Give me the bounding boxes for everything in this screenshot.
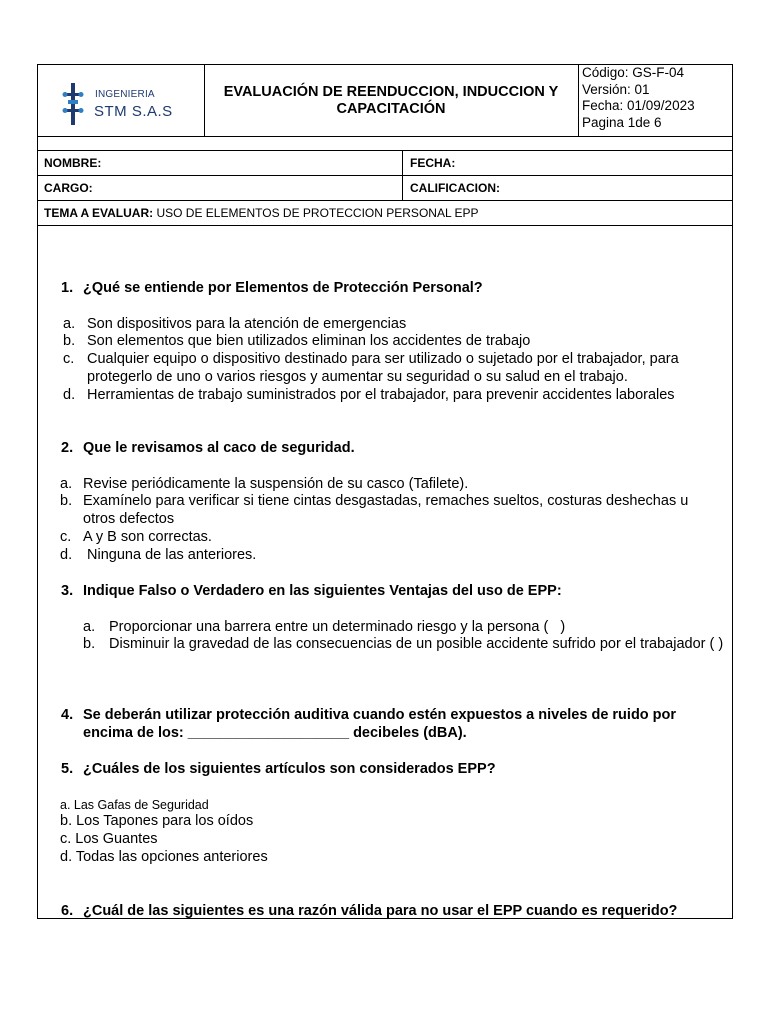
row-tema (38, 201, 732, 226)
meta-pagina: Pagina 1de 6 (582, 114, 662, 130)
header-separator (38, 137, 732, 151)
meta-fecha: Fecha: 01/09/2023 (582, 98, 695, 113)
logo-cell (38, 65, 205, 136)
logo-text-top: INGENIERIA (95, 89, 155, 100)
fecha-label: FECHA: (410, 156, 456, 170)
nombre-label: NOMBRE: (44, 156, 102, 170)
meta-codigo: Código: GS-F-04 (582, 65, 685, 80)
logo-text-bottom: STM S.A.S (94, 103, 173, 120)
cargo-label: CARGO: (44, 181, 93, 195)
document-header (38, 65, 732, 137)
calificacion-label: CALIFICACION: (410, 181, 500, 195)
row-nombre-fecha (38, 151, 732, 176)
tema-line (44, 206, 479, 220)
row-cargo-calificacion (38, 176, 732, 201)
tema-value: USO DE ELEMENTOS DE PROTECCION PERSONAL EPP (153, 206, 479, 220)
document-title: EVALUACIÓN DE REENDUCCION, INDUCCION Y CAPACITACIÓN (204, 65, 579, 136)
meta-version: Versión: 01 (582, 81, 650, 97)
tema-label: TEMA A EVALUAR: (44, 206, 154, 220)
document-meta (580, 65, 733, 136)
evaluation-form: INGENIERIA STM S.A.S EVALUACIÓN DE REENDUCCION, INDUCCION Y CAPACITACIÓN Código: GS-F-04 Versión: 01 Fecha: 01/09/2023 Pagina 1de 6 NOMBRE: FECHA: CARGO: CALIFICACION: TEMA A EVALUAR: USO DE ELEMENTOS DE PROTECCION PERSONAL EPP 1. ¿Qué se entiende por Elementos de Protección Personal? a. Son dispositivos para la atención de emergencias b. Son elementos que bien utilizados eliminan los accidentes de trabajo c. Cualquier equipo o dispositivo destinado para ser utilizado o sujetado por el trabajador, para protegerlo de uno o varios riesgos y aumentar su seguridad o su salud en el trabajo. d. Herramientas de trabajo suministrados por el trabajador, para prevenir accidentes laborales 2. Que le revisamos al caco de seguridad. a. Revise periódicamente la suspensión de su casco (Tafilete). b. Examínelo para verificar si tiene cintas desgastadas, remaches sueltos, costuras deshechas u otros defectos c. A y B son correctas. d. Ninguna de las anteriores. 3. Indique Falso o Verdadero en las siguientes Ventajas del uso de EPP: a. Proporcionar una barrera entre un determinado riesgo y la persona ( ) b. Disminuir la gravedad de las consecuencias de un posible accidente sufrido por el trabajador ( ) 4. Se deberán utilizar protección auditiva cuando estén expuestos a niveles de ruido por encima de los: ____________________ decibeles (dBA). 5. ¿Cuáles de los siguientes artículos son considerados EPP? a. Las Gafas de Seguridad b. Los Tapones para los oídos c. Los Guantes d. Todas las opciones anteriores 6. ¿Cuál de las siguientes es una razón válida para no usar el EPP cuando es requerido? (37, 64, 733, 919)
company-logo-icon (62, 83, 84, 125)
